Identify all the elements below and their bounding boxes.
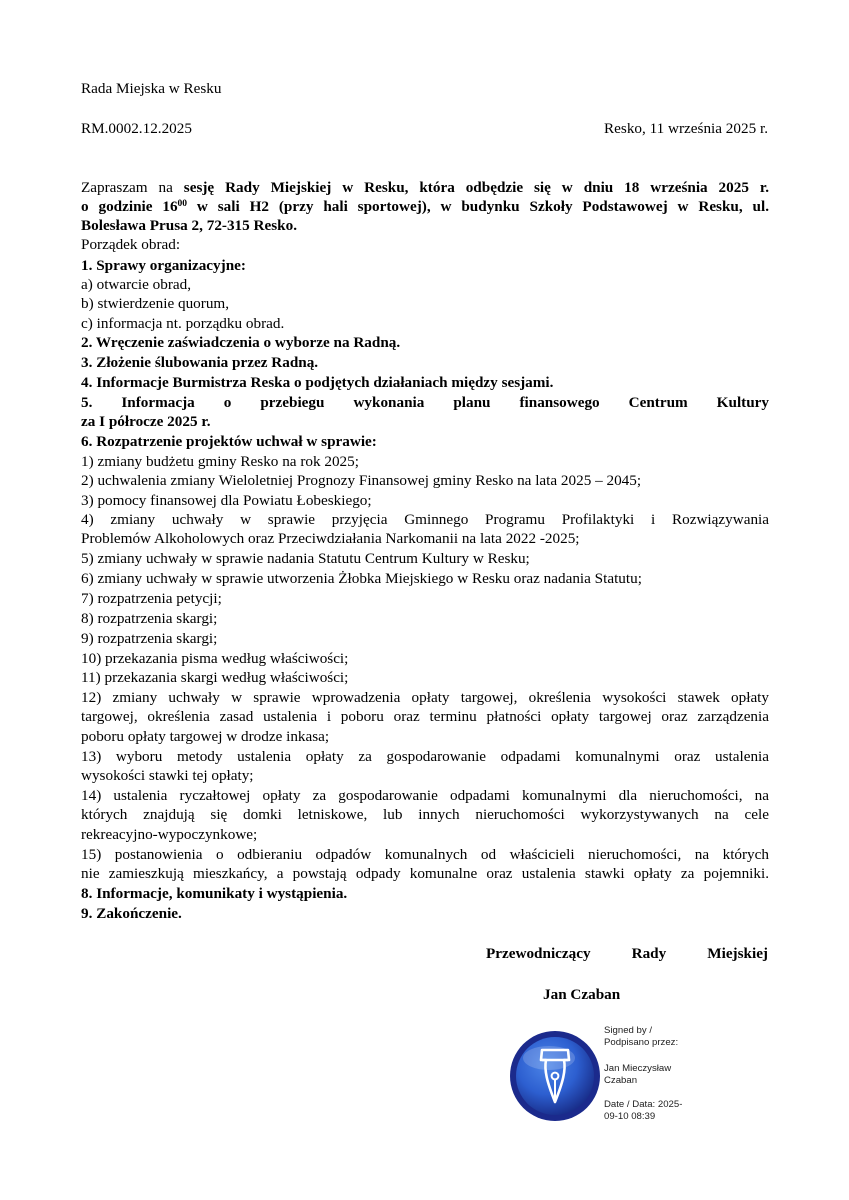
agenda-item-1b: b) stwierdzenie quorum, [81,295,230,312]
agenda-item-1: 1. Sprawy organizacyjne: [81,257,246,274]
invitation-address: Bolesława Prusa 2, 72-315 Resko. [81,217,297,234]
resolution-14-line-3: rekreacyjno-wypoczynkowe; [81,826,258,843]
resolution-15-line-2: nie zamieszkują mieszkańcy, a powstają odpady komunalne oraz ustalenia stawki opłaty za pojemniki. [81,865,769,882]
resolution-12-line-3: poboru opłaty targowej w drodze inkasa; [81,728,330,745]
stamp-signed-by-label: Signed by / [604,1025,653,1036]
resolution-14-line-2: których znajdują się domki letniskowe, lub innych nieruchomości wykorzystywanych na cele [81,806,769,823]
place-date: Resko, 11 września 2025 r. [604,120,768,137]
resolution-4-line-1: 4) zmiany uchwały w sprawie przyjęcia Gminnego Programu Profilaktyki i Rozwiązywania [81,511,769,528]
resolution-13-line-1: 13) wyboru metody ustalenia opłaty za gospodarowanie odpadami komunalnymi oraz ustalenia [81,748,769,765]
agenda-item-4: 4. Informacje Burmistrza Reska o podjętych działaniach między sesjami. [81,374,554,391]
resolution-4-line-2: Problemów Alkoholowych oraz Przeciwdziałania Narkomanii na lata 2022 -2025; [81,530,580,547]
resolution-13-line-2: wysokości stawki tej opłaty; [81,767,254,784]
resolution-8: 8) rozpatrzenia skargi; [81,610,218,627]
stamp-date-line-1: Date / Data: 2025- [604,1099,683,1110]
invitation-line-1 [81,178,769,197]
agenda-item-5-line-2: za I półrocze 2025 r. [81,413,211,430]
resolution-7: 7) rozpatrzenia petycji; [81,590,222,607]
resolution-14-line-1: 14) ustalenia ryczałtowej opłaty za gospodarowanie odpadami komunalnymi dla nieruchomości, na [81,787,769,804]
invitation-prefix: Zapraszam na [81,179,184,196]
resolution-12-line-1: 12) zmiany uchwały w sprawie wprowadzenia opłaty targowej, określenia wysokości stawek opłaty [81,689,769,706]
agenda-item-8: 8. Informacje, komunikaty i wystąpienia. [81,885,348,902]
resolution-6: 6) zmiany uchwały w sprawie utworzenia Żłobka Miejskiego w Resku oraz nadania Statutu; [81,570,642,587]
invitation-line-2 [81,197,769,216]
agenda-title: Porządek obrad: [81,236,181,253]
resolution-10: 10) przekazania pisma według właściwości; [81,650,349,667]
institution-name: Rada Miejska w Resku [81,80,222,97]
stamp-date-line-2: 09-10 08:39 [604,1111,656,1122]
invitation-time: o godzinie 16 [81,198,178,215]
invitation-time-minutes: 00 [177,199,188,209]
agenda-item-1c: c) informacja nt. porządku obrad. [81,315,285,332]
invitation-session-details: sesję Rady Miejskiej w Resku, która odbędzie się w dniu 18 września 2025 r. [183,179,769,196]
resolution-3: 3) pomocy finansowej dla Powiatu Łobeskiego; [81,492,372,509]
agenda-item-5-line-1: 5. Informacja o przebiegu wykonania planu finansowego Centrum Kultury [81,394,769,411]
agenda-item-2: 2. Wręczenie zaświadczenia o wyborze na Radną. [81,334,401,351]
resolution-9: 9) rozpatrzenia skargi; [81,630,218,647]
fountain-pen-nib-icon [509,1030,601,1122]
resolution-5: 5) zmiany uchwały w sprawie nadania Statutu Centrum Kultury w Resku; [81,550,530,567]
agenda-item-6: 6. Rozpatrzenie projektów uchwał w sprawie: [81,433,377,450]
stamp-signer-line-1: Jan Mieczysław [604,1063,672,1074]
invitation-venue: w sali H2 (przy hali sportowej), w budynku Szkoły Podstawowej w Resku, ul. [187,198,769,215]
resolution-2: 2) uchwalenia zmiany Wieloletniej Prognozy Finansowej gminy Resko na lata 2025 – 2045; [81,472,642,489]
signature-title: Przewodniczący Rady Miejskiej [486,945,768,962]
agenda-item-3: 3. Złożenie ślubowania przez Radną. [81,354,319,371]
resolution-15-line-1: 15) postanowienia o odbieraniu odpadów komunalnych od właścicieli nieruchomości, na których [81,846,769,863]
resolution-1: 1) zmiany budżetu gminy Resko na rok 2025; [81,453,359,470]
signature-name: Jan Czaban [543,986,621,1003]
stamp-signer-line-2: Czaban [604,1075,638,1086]
resolution-12-line-2: targowej, określenia zasad ustalenia i poboru oraz terminu płatności opłaty targowej oraz zarządzenia [81,708,769,725]
resolution-11: 11) przekazania skargi według właściwości; [81,669,349,686]
agenda-item-1a: a) otwarcie obrad, [81,276,192,293]
agenda-item-9: 9. Zakończenie. [81,905,182,922]
reference-number: RM.0002.12.2025 [81,120,192,137]
stamp-signed-by-label-pl: Podpisano przez: [604,1037,679,1048]
